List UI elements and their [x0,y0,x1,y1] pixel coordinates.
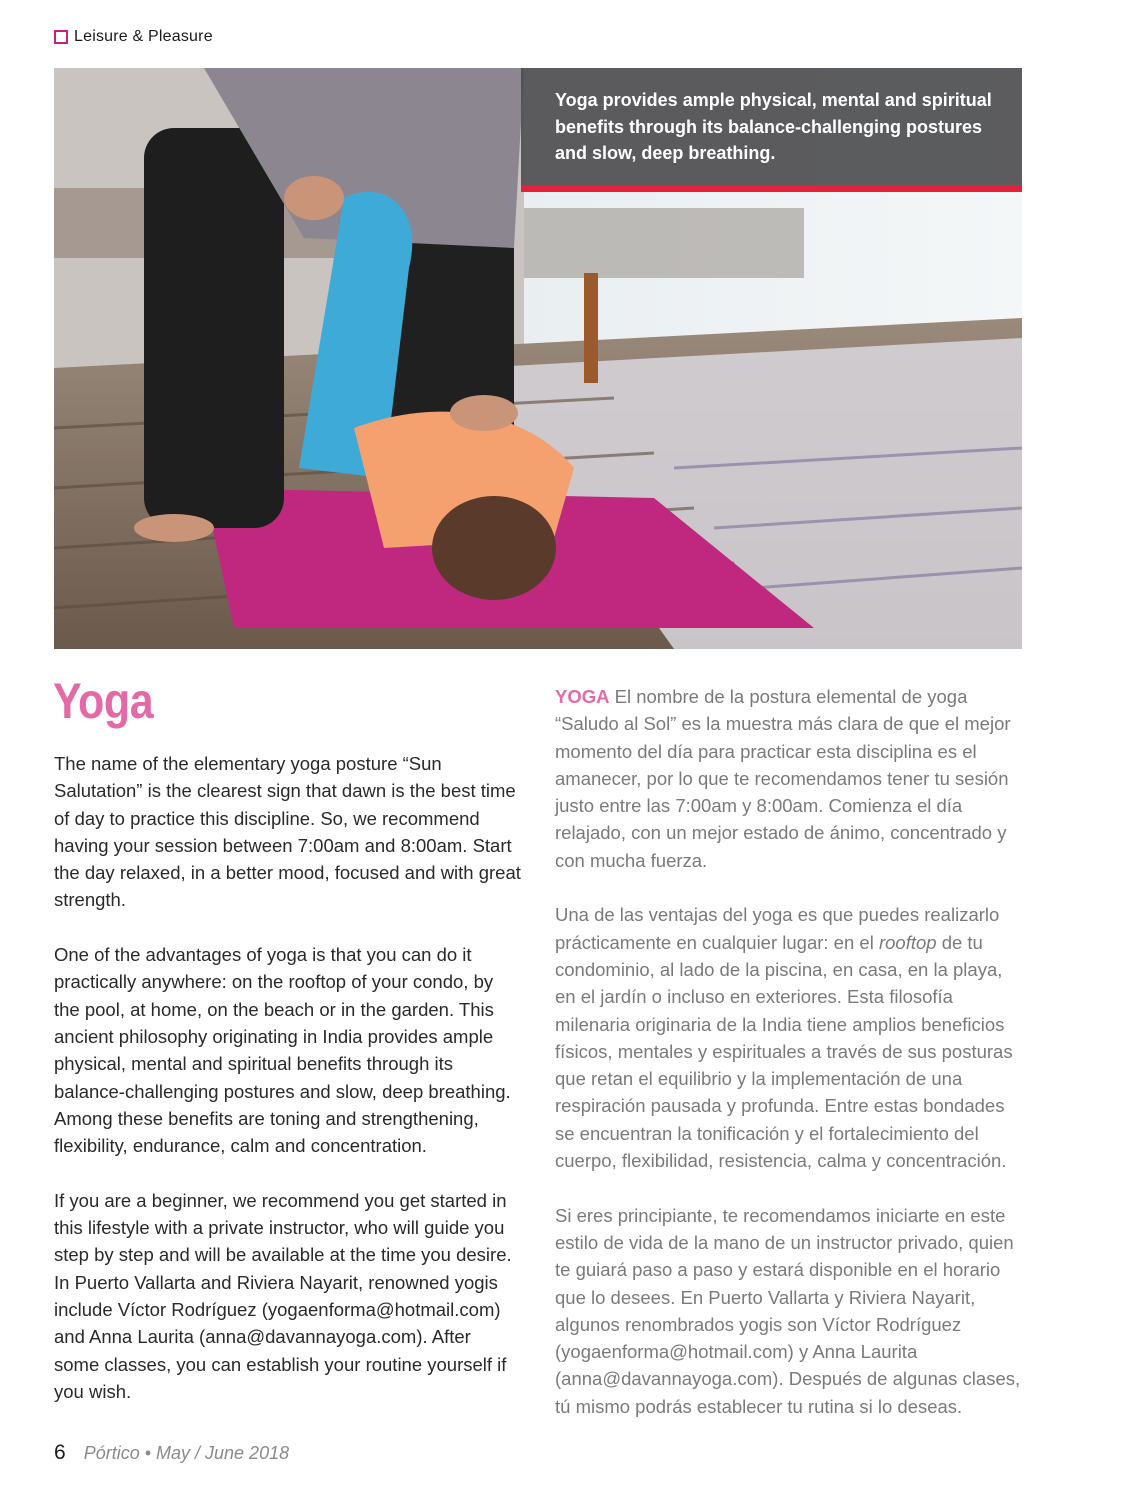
section-header [54,27,213,47]
english-paragraph-2: One of the advantages of yoga is that you can do it practically anywhere: on the rooftop of your condo, by the pool, at home, on the beach or in the garden. This ancient philosophy originating in India provides ample physical, mental and spiritual benefits through its balance-challenging postures and slow, deep breathing. Among these benefits are toning and strengthening, flexibility, endurance, calm and concentration. [54,944,511,1157]
spanish-paragraph-2 [555,901,1025,1174]
spanish-paragraph-3: Si eres principiante, te recomendamos iniciarte en este estilo de vida de la mano de un instructor privado, quien te guiará paso a paso y estará disponible en el horario que lo desees. En Puerto Vallarta y Riviera Nayarit, algunos renombrados yogis son Víctor Rodríguez (yogaenforma@hotmail.com) y Anna Laurita (anna@davannayoga.com). Después de algunas clases, tú mismo podrás establecer tu rutina si lo deseas. [555,1204,1021,1417]
photo-caption-box [521,68,1022,192]
spanish-column [555,683,1025,1447]
section-label: Leisure & Pleasure [74,28,213,45]
english-column [54,750,521,1432]
publication-info: Pórtico • May / June 2018 [83,1443,290,1463]
english-paragraph-3: If you are a beginner, we recommend you get started in this lifestyle with a private instructor, who will guide you step by step and will be available at the time you desire. In Puerto Vallarta and Riviera Nayarit, renowned yogis include Víctor Rodríguez (yogaenforma@hotmail.com) and Anna Laurita (anna@davannayoga.com). After some classes, you can establish your routine yourself if you wish. [54,1189,512,1402]
photo-caption: Yoga provides ample physical, mental and spiritual benefits through its balance-challenging postures and slow, deep breathing. [555,90,992,163]
page-number: 6 [54,1441,66,1464]
square-icon [54,30,68,44]
spanish-paragraph-2-emphasis: rooftop [878,931,937,953]
spanish-lead-word: YOGA [555,686,610,707]
spanish-paragraph-1-text: El nombre de la postura elemental de yoga “Saludo al Sol” es la muestra más clara de que el mejor momento del día para practicar esta disciplina es el amanecer, por lo que te recomendamos tener tu sesión justo entre las 7:00am y 8:00am. Comienza el día relajado, con un mejor estado de ánimo, concentrado y con mucha fuerza. [555,686,1011,871]
spanish-paragraph-2-part-a: Una de las ventajas del yoga es que puedes realizarlo prácticamente en cualquier lugar: en el [555,904,1000,953]
article-title: Yoga [53,673,154,729]
page-footer [54,1441,289,1465]
english-paragraph-1: The name of the elementary yoga posture “Sun Salutation” is the clearest sign that dawn is the best time of day to practice this discipline. So, we recommend having your session between 7:00am and 8:00am. Start the day relaxed, in a better mood, focused and with great strength. [54,753,521,911]
spanish-paragraph-1 [555,683,1025,874]
spanish-paragraph-2-part-b: de tu condominio, al lado de la piscina, en casa, en la playa, en el jardín o incluso en exteriores. Esta filosofía milenaria originaria de la India tiene amplios beneficios físicos, mentales y espirituales a través de sus posturas que retan el equilibrio y la implementación de una respiración pausada y profunda. Entre estas bondades se encuentran la tonificación y el fortalecimiento del cuerpo, flexibilidad, resistencia, calma y concentración. [555,931,1013,1172]
